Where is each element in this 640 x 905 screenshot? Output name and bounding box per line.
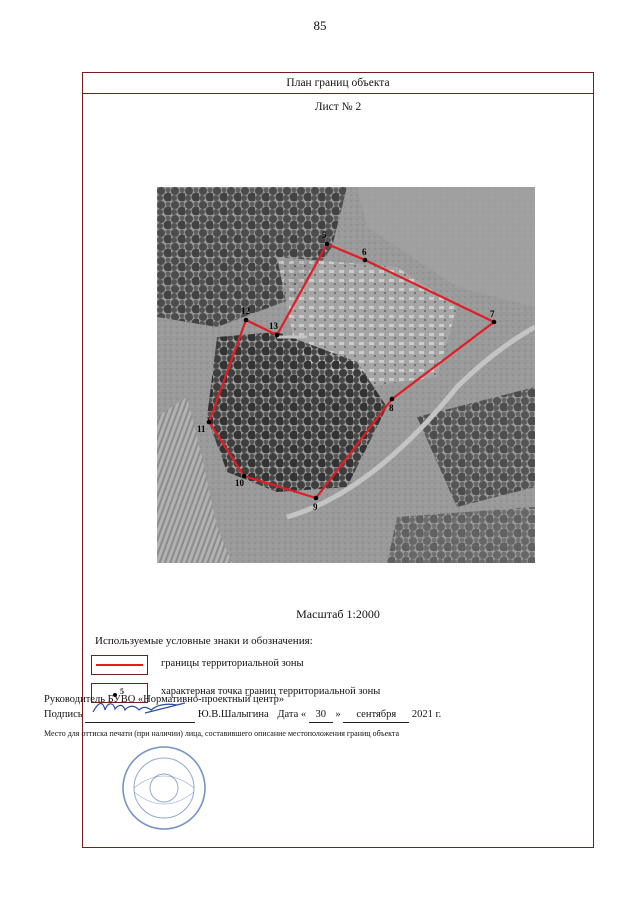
point-label-6: 6 bbox=[362, 247, 367, 257]
page-number: 85 bbox=[313, 18, 327, 33]
point-label-7: 7 bbox=[490, 309, 495, 319]
signature-field bbox=[85, 707, 195, 723]
official-stamp bbox=[120, 744, 208, 832]
date-day: 30 bbox=[309, 707, 333, 723]
legend-item-boundary bbox=[91, 655, 591, 677]
point-label-9: 9 bbox=[313, 502, 318, 512]
handwritten-signature bbox=[85, 701, 195, 715]
date-label: Дата « bbox=[277, 709, 307, 720]
signer-name: Ю.В.Шалыгина bbox=[197, 709, 269, 720]
point-label-5: 5 bbox=[322, 230, 327, 240]
date-month: сентября bbox=[343, 707, 409, 723]
sign-label: Подпись bbox=[44, 709, 83, 720]
map-svg bbox=[157, 187, 535, 563]
signature-line bbox=[44, 707, 504, 722]
point-label-13: 13 bbox=[269, 321, 278, 331]
point-label-12: 12 bbox=[241, 306, 250, 316]
signature-block bbox=[44, 692, 504, 741]
date-year: 2021 г. bbox=[411, 709, 442, 720]
legend-point-label: 5 bbox=[120, 687, 124, 696]
point-label-11: 11 bbox=[197, 424, 206, 434]
head-line: Руководитель БУВО «Нормативно-проектный центр» bbox=[44, 694, 285, 705]
point-label-8: 8 bbox=[389, 403, 394, 413]
legend-line-symbol bbox=[91, 655, 148, 675]
stamp-note: Место для оттиска печати (при наличии) лица, составившего описание местоположения границ объекта bbox=[44, 729, 400, 738]
frame-title: План границ объекта bbox=[83, 73, 593, 94]
aerial-map bbox=[157, 187, 535, 563]
legend-point-text: характерная точка границ территориальной зоны bbox=[161, 686, 381, 697]
legend-title: Используемые условные знаки и обозначения: bbox=[95, 635, 313, 647]
point-label-10: 10 bbox=[235, 478, 244, 488]
sheet-label: Лист № 2 bbox=[314, 101, 362, 113]
legend-line-text: границы территориальной зоны bbox=[161, 658, 304, 669]
scale-text: Масштаб 1:2000 bbox=[296, 607, 380, 621]
date-day-close: » bbox=[335, 709, 341, 720]
